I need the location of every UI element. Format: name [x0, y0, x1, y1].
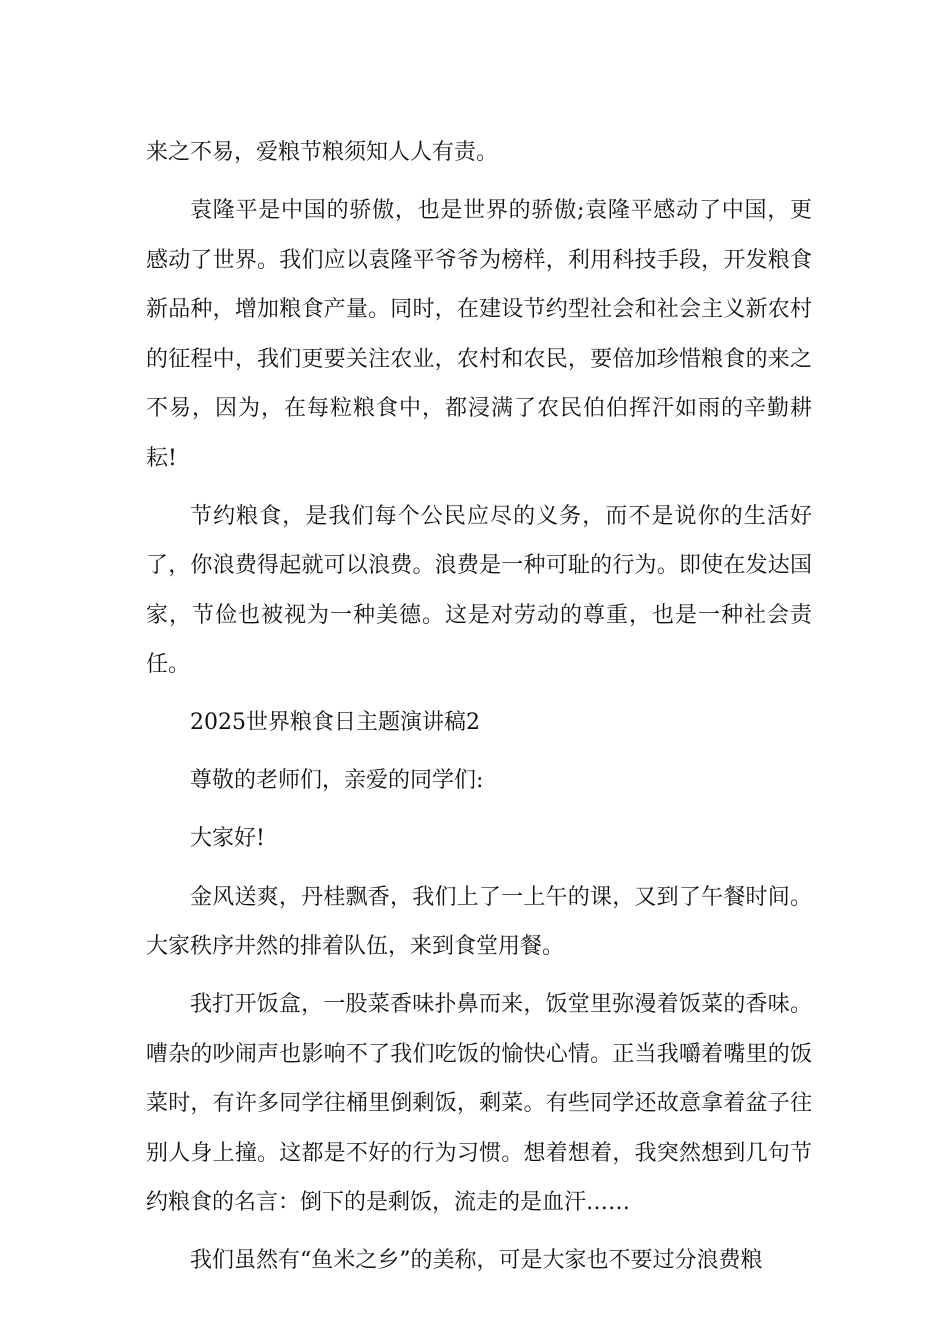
salutation: 尊敬的老师们，亲爱的同学们:	[190, 768, 484, 794]
paragraph-5: 我打开饭盒，一股菜香味扑鼻而来，饭堂里弥漫着饭菜的香味。嘈杂的吵闹声也影响不了我们吃饭的愉快心情。正当我嚼着嘴里的饭菜时，有许多同学往桶里倒剩饭，剩菜。有些同学还故意拿着盆子往别人身上撞。这都是不好的行为习惯。想着想着，我突然想到几句节约粮食的名言：倒下的是剩饭，流走的是血汗……	[146, 992, 812, 1216]
paragraph-4: 金风送爽，丹桂飘香，我们上了一上午的课，又到了午餐时间。大家秩序井然的排着队伍，来到食堂用餐。	[146, 884, 812, 960]
paragraph-6: 我们虽然有“鱼米之乡”的美称，可是大家也不要过分浪费粮	[190, 1248, 763, 1274]
speech-title: 2025世界粮食日主题演讲稿2	[190, 710, 480, 736]
paragraph-2: 袁隆平是中国的骄傲，也是世界的骄傲;袁隆平感动了中国，更感动了世界。我们应以袁隆平爷爷为榜样，利用科技手段，开发粮食新品种，增加粮食产量。同时，在建设节约型社会和社会主义新农村的征程中，我们更要关注农业，农村和农民，要倍加珍惜粮食的来之不易，因为，在每粒粮食中，都浸满了农民伯伯挥汗如雨的辛勤耕耘!	[146, 198, 812, 471]
paragraph-1: 来之不易，爱粮节粮须知人人有责。	[146, 140, 499, 165]
greeting: 大家好!	[190, 826, 265, 852]
document-body	[146, 128, 812, 1294]
paragraph-3: 节约粮食，是我们每个公民应尽的义务，而不是说你的生活好了，你浪费得起就可以浪费。浪费是一种可耻的行为。即使在发达国家，节俭也被视为一种美德。这是对劳动的尊重，也是一种社会责任。	[146, 503, 812, 678]
